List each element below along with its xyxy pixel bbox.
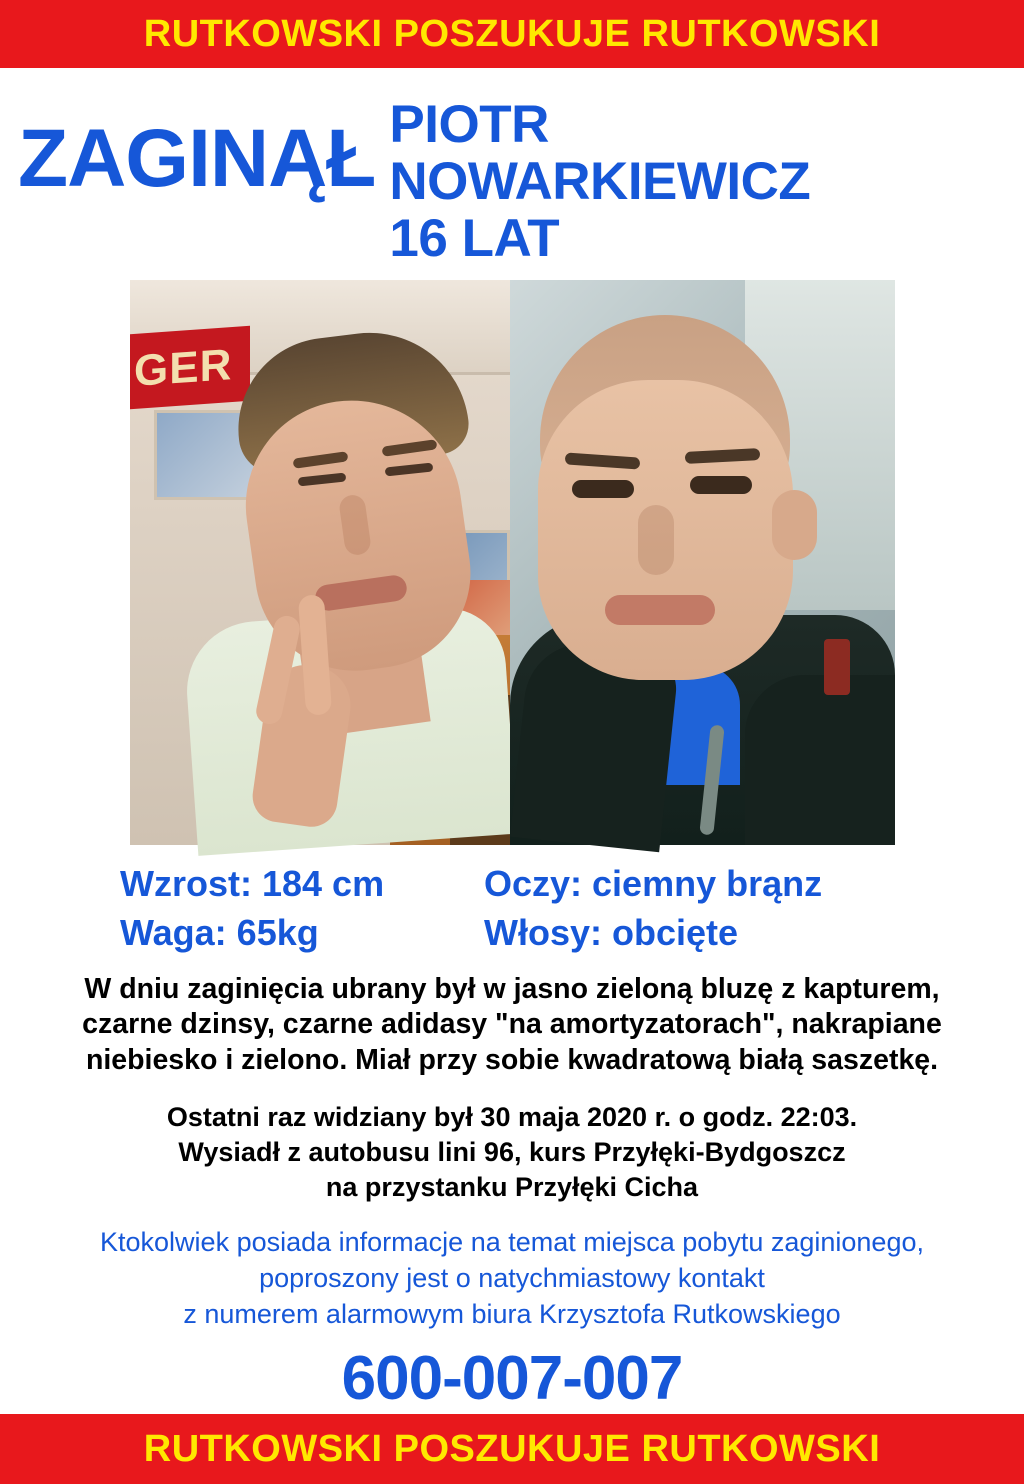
last-seen-line-2: Wysiadł z autobusu lini 96, kurs Przyłęki-Bydgoszcz [178, 1137, 846, 1168]
photo-right-nose [638, 505, 674, 575]
contact-line-2: poproszony jest o natychmiastowy kontakt [259, 1263, 765, 1294]
stat-weight: Waga: 65kg [120, 912, 319, 954]
physical-stats [0, 845, 1024, 958]
photo-right-logo-tag [824, 639, 850, 695]
photo-left [130, 280, 510, 845]
last-seen-line-1: Ostatni raz widziany był 30 maja 2020 r. o godz. 22:03. [166, 1102, 858, 1133]
headline [0, 68, 1024, 268]
photo-left-sign: GER [130, 326, 250, 409]
stat-eyes: Oczy: ciemny brąnz [484, 862, 823, 904]
last-seen-info [0, 1078, 1024, 1205]
last-name: NOWARKIEWICZ [389, 152, 811, 212]
stat-hair: Włosy: obcięte [484, 912, 739, 954]
photo-strip [130, 280, 895, 845]
clothing-description-line-3: niebiesko i zielono. Miał przy sobie kwadratową białą saszetkę. [85, 1043, 939, 1076]
emergency-phone-number[interactable]: 600-007-007 [341, 1344, 683, 1414]
last-seen-line-3: na przystanku Przyłęki Cicha [325, 1172, 699, 1203]
photo-right-eye-right [690, 476, 752, 494]
clothing-description-line-2: czarne dzinsy, czarne adidasy "na amortyzatorach", nakrapiane [82, 1008, 942, 1041]
clothing-description-line-1: W dniu zaginięcia ubrany był w jasno zieloną bluzę z kapturem, [84, 973, 940, 1006]
photo-right-ear [772, 490, 817, 560]
photo-right-mouth [605, 595, 715, 625]
bottom-banner: RUTKOWSKI POSZUKUJE RUTKOWSKI [0, 1414, 1024, 1484]
photo-right-eye-left [572, 480, 634, 498]
age: 16 LAT [389, 209, 560, 269]
photo-right [510, 280, 895, 845]
photo-right-shoulder [745, 675, 895, 845]
top-banner: RUTKOWSKI POSZUKUJE RUTKOWSKI [0, 0, 1024, 68]
contact-instructions [0, 1205, 1024, 1333]
contact-line-3: z numerem alarmowym biura Krzysztofa Rutkowskiego [183, 1299, 841, 1330]
stats-column-right [484, 859, 904, 958]
stat-height: Wzrost: 184 cm [120, 862, 385, 904]
clothing-description [0, 958, 1024, 1078]
stats-column-left [120, 859, 450, 958]
contact-line-1: Ktokolwiek posiada informacje na temat miejsca pobytu zaginionego, [100, 1227, 924, 1258]
first-name: PIOTR [389, 95, 549, 154]
person-name-block [389, 92, 810, 268]
status-heading: ZAGINĄŁ [18, 113, 376, 204]
